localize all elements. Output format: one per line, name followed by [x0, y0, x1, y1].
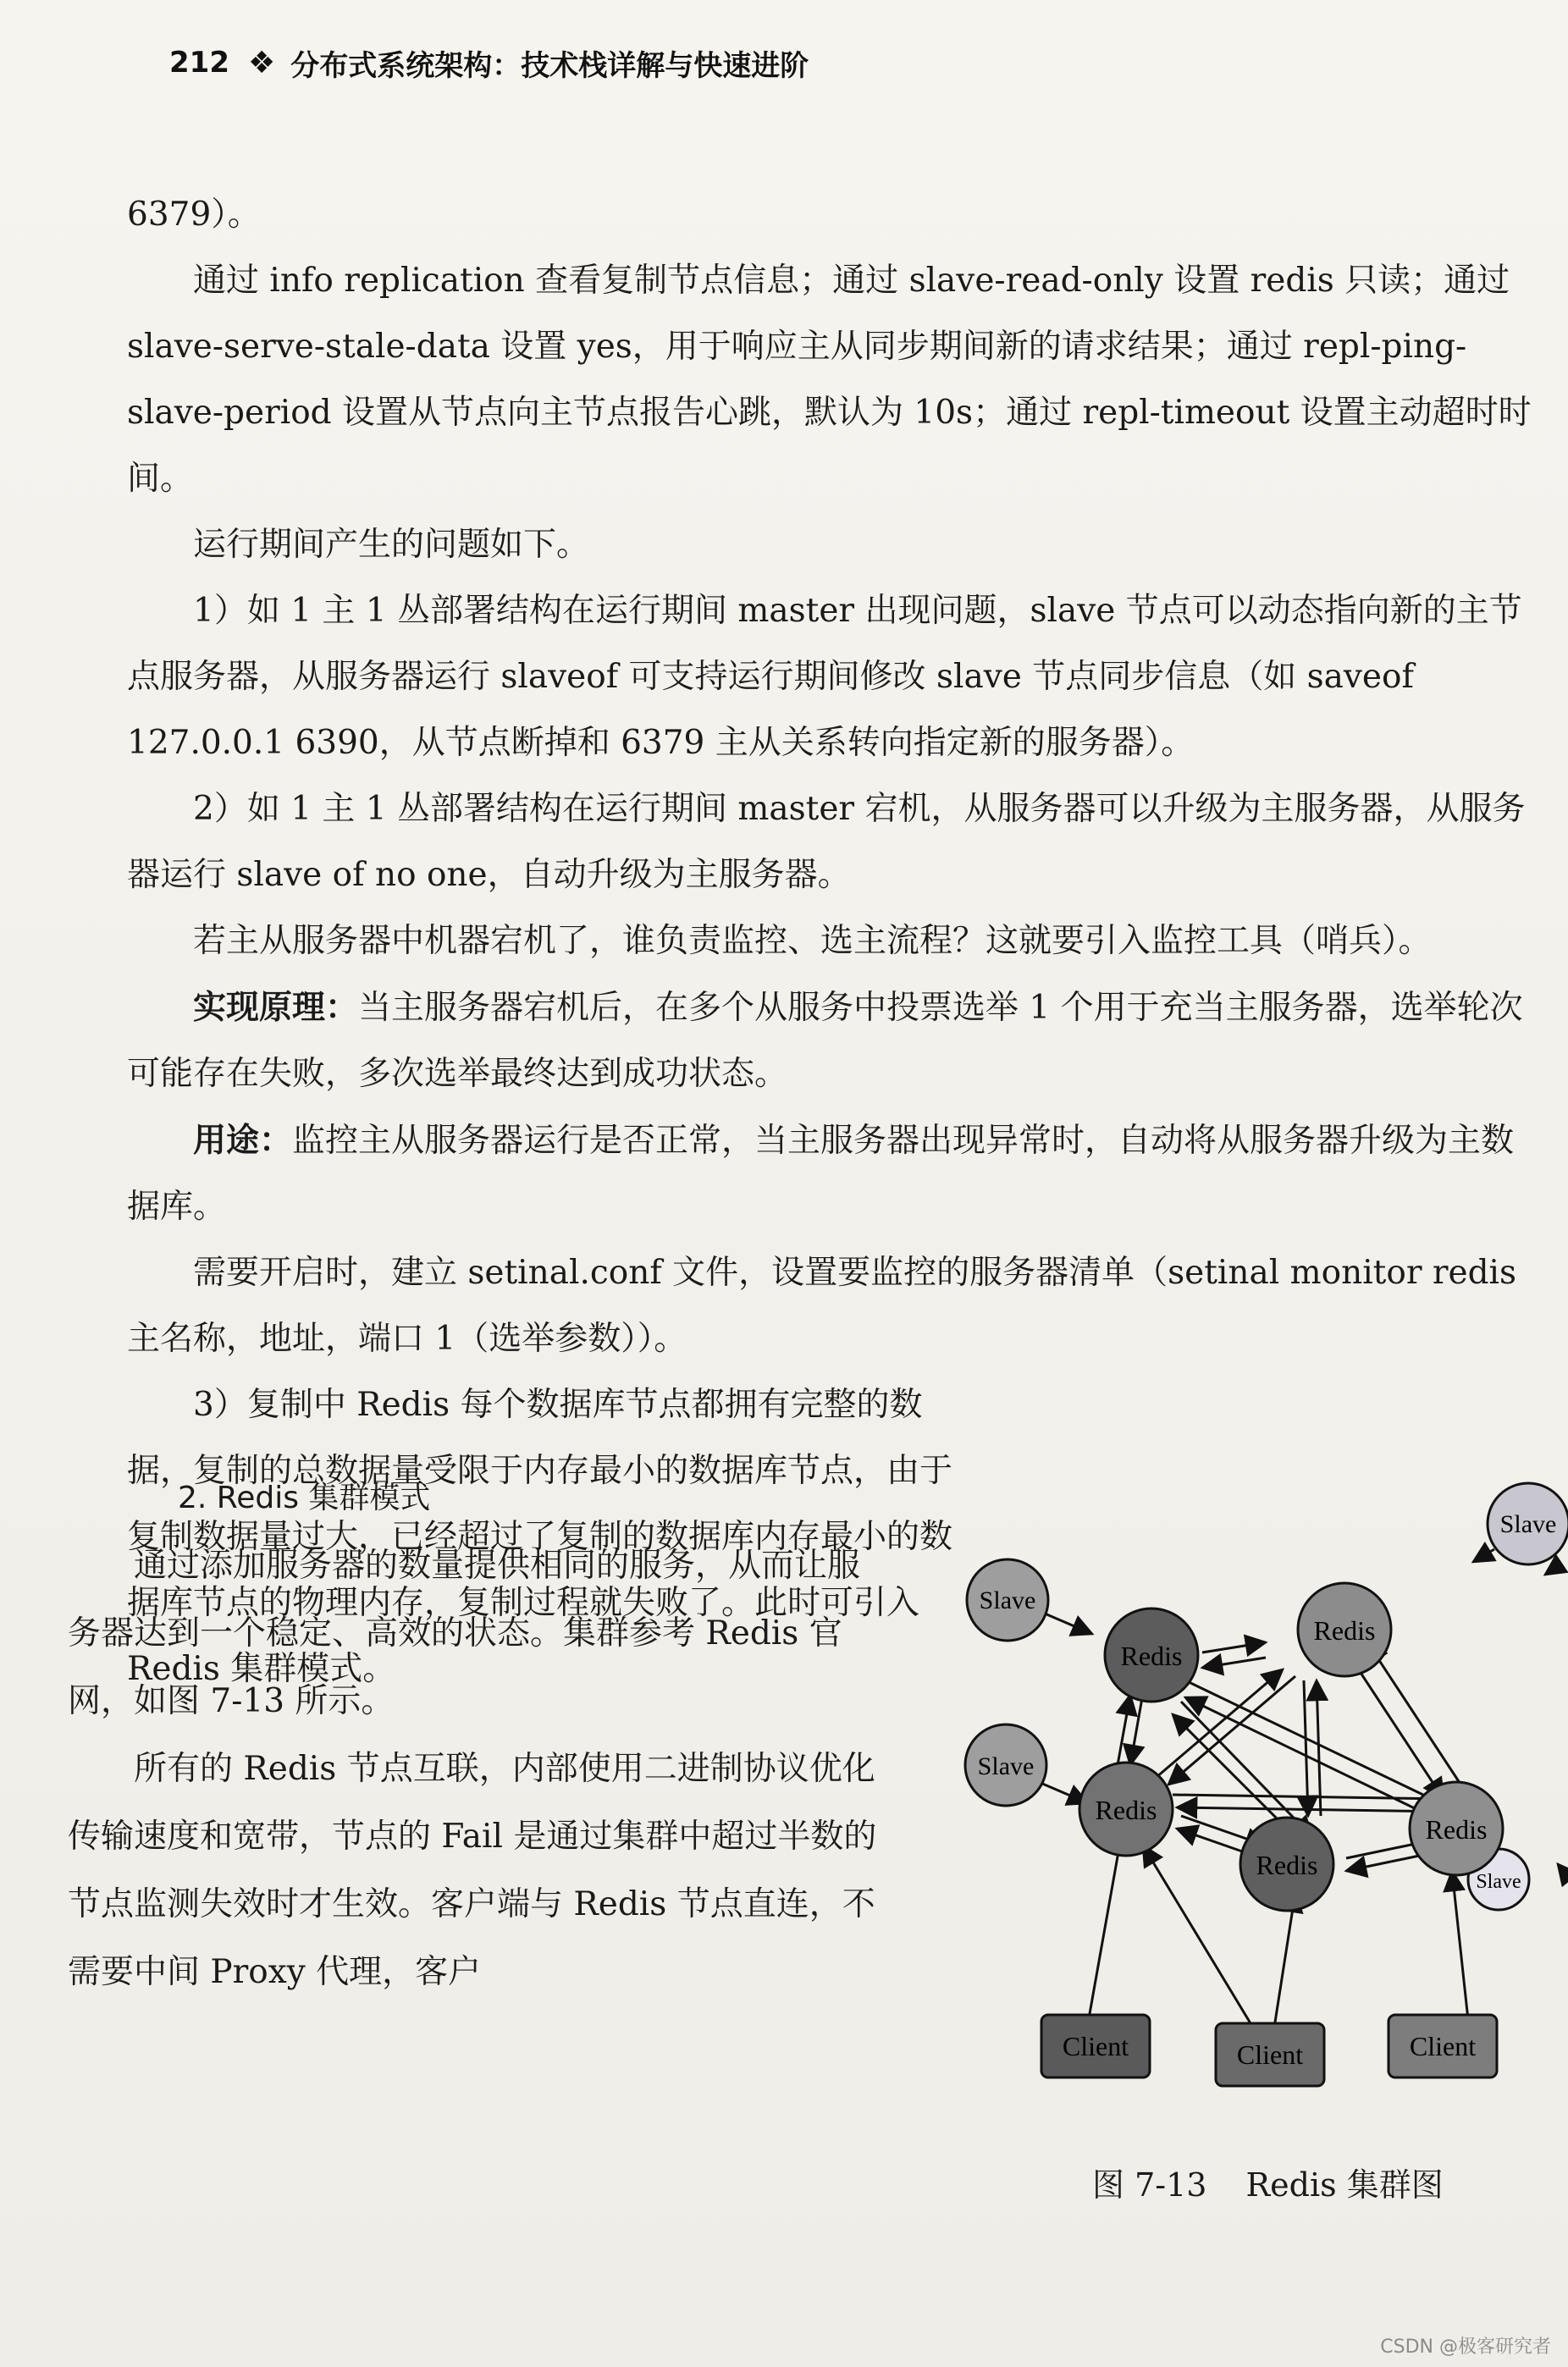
redis-node — [1079, 1763, 1173, 1856]
section-title: 2. Redis 集群模式 — [178, 1481, 431, 1515]
client-label: Client — [1062, 2031, 1129, 2061]
paragraph: 若主从服务器中机器宕机了，谁负责监控、选主流程？这就要引入监控工具（哨兵）。 — [193, 922, 1432, 960]
paragraph: 所有的 Redis 节点互联，内部使用二进制协议优化传输速度和宽带，节点的 Fail 是通过集群中超过半数的节点监测失效时才生效。客户端与 Redis 节点直连，不需要中间 Proxy 代理，客户 — [68, 1750, 877, 1991]
paragraph: 1）如 1 主 1 丛部署结构在运行期间 master 出现问题，slave 节点可以动态指向新的主节点服务器，从服务器运行 slaveof 可支持运行期间修改 slave 节点同步信息（如 saveof 127.0.0.1 6390，从节点断掉和 6379 主从关系转向指定新的服务器）。 — [127, 592, 1522, 762]
paragraph: 需要开启时，建立 setinal.conf 文件，设置要监控的服务器清单（setinal monitor redis 主名称，地址，端口 1（选举参数））。 — [127, 1254, 1517, 1358]
paragraph: 通过 info replication 查看复制节点信息；通过 slave-read-only 设置 redis 只读；通过 slave-serve-stale-data 设置 yes，用于响应主从同步期间新的请求结果；通过 repl-ping-slave-period 设置从节点向主节点报告心跳，默认为 10s；通过 repl-timeout 设置主动超时时间。 — [127, 262, 1532, 498]
redis-label: Redis — [1120, 1641, 1183, 1671]
redis-node — [1410, 1782, 1503, 1875]
usage-label: 用途： — [193, 1121, 293, 1160]
paragraph: 通过添加服务器的数量提供相同的服务，从而让服务器达到一个稳定、高效的状态。集群参考 Redis 官网，如图 7-13 所示。 — [68, 1547, 861, 1720]
figure-caption — [1092, 2159, 1444, 2205]
redis-label: Redis — [1425, 1814, 1488, 1845]
paragraph: 3）复制中 Redis 每个数据库节点都拥有完整的数据，复制的总数据量受限于内存最小的数据库节点，由于复制数据量过大，已经超过了复制的数据库内存最小的数据库节点的物理内存，复制过程就失败了。此时可引入 Redis 集群模式。 — [127, 1386, 953, 1688]
redis-node — [1298, 1583, 1391, 1676]
slave-node — [1488, 1483, 1568, 1564]
client-label: Client — [1409, 2031, 1477, 2061]
slave-node — [967, 1559, 1048, 1641]
slave-label: Slave — [1499, 1510, 1557, 1538]
principle-paragraph — [127, 974, 1532, 1107]
redis-label: Redis — [1256, 1850, 1318, 1880]
usage-text: 监控主从服务器运行是否正常，当主服务器出现异常时，自动将从服务器升级为主数据库。 — [127, 1122, 1515, 1226]
paragraph: 6379）。 — [127, 196, 261, 234]
client-node — [1389, 2015, 1497, 2077]
ornament-icon: ❖ — [247, 45, 273, 80]
principle-label: 实现原理： — [193, 988, 359, 1027]
slave-label: Slave — [979, 1586, 1036, 1614]
page-header — [169, 37, 809, 88]
redis-label: Redis — [1095, 1795, 1157, 1825]
paragraph: 运行期间产生的问题如下。 — [193, 526, 590, 564]
redis-cluster-figure — [948, 1473, 1557, 2235]
cluster-diagram — [948, 1473, 1557, 2150]
redis-node — [1240, 1818, 1333, 1911]
slave-label: Slave — [977, 1752, 1035, 1780]
caption-number: 图 7-13 — [1092, 2166, 1207, 2204]
slave-node — [965, 1724, 1046, 1806]
book-title: 分布式系统架构：技术栈详解与快速进阶 — [290, 48, 809, 83]
page-number: 212 — [169, 46, 229, 80]
usage-paragraph — [127, 1107, 1532, 1240]
redis-node — [1105, 1608, 1198, 1702]
client-node — [1216, 2023, 1324, 2086]
watermark: CSDN @极客研究者 — [1380, 2337, 1551, 2358]
caption-title: Redis 集群图 — [1245, 2166, 1444, 2204]
section-cluster — [68, 1465, 889, 2006]
slave-label: Slave — [1476, 1871, 1521, 1893]
paragraph: 2）如 1 主 1 丛部署结构在运行期间 master 宕机，从服务器可以升级为主服务器，从服务器运行 slave of no one，自动升级为主服务器。 — [127, 790, 1526, 894]
client-node — [1041, 2015, 1150, 2077]
principle-text: 当主服务器宕机后，在多个从服务中投票选举 1 个用于充当主服务器，选举轮次可能存在失败，多次选举最终达到成功状态。 — [127, 989, 1523, 1093]
client-label: Client — [1236, 2039, 1304, 2070]
redis-label: Redis — [1313, 1615, 1376, 1646]
